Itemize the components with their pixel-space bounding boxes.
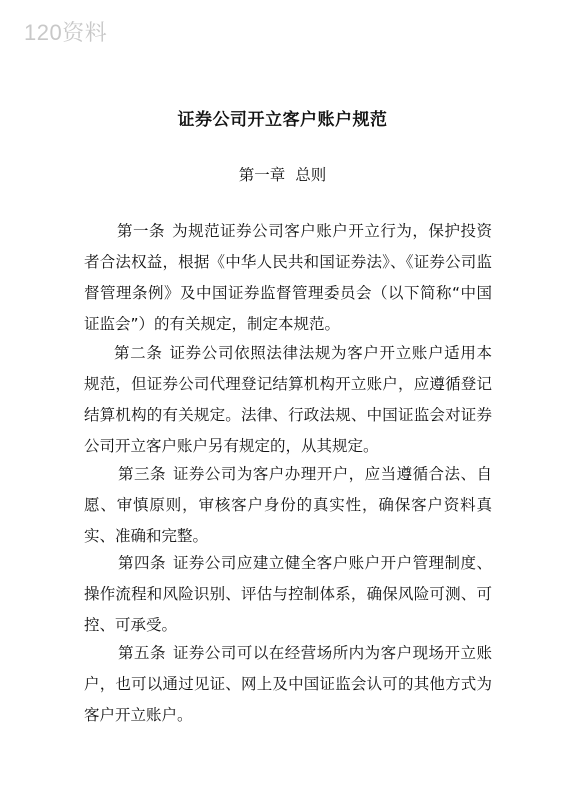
watermark-text: 120资料: [24, 20, 108, 45]
article-label: 第二条: [114, 344, 163, 362]
article-label: 第五条: [118, 644, 166, 662]
article-text: 证券公司为客户办理开户，应当遵循合法、自愿、审慎原则，审核客户身份的真实性，确保客户资料真实、准确和完整。: [84, 465, 492, 545]
article-2: [84, 338, 492, 462]
article-text: 证券公司依照法律法规为客户开立账户适用本规范，但证券公司代理登记结算机构开立账户，应遵循登记结算机构的有关规定。法律、行政法规、中国证监会对证券公司开立客户账户另有规定的，从其规定。: [84, 344, 492, 455]
article-3: [84, 459, 492, 552]
chapter-number: 第一章: [238, 166, 286, 184]
article-text: 证券公司应建立健全客户账户开户管理制度、操作流程和风险识别、评估与控制体系，确保风险可测、可控、可承受。: [84, 554, 492, 634]
article-label: 第一条: [117, 222, 166, 240]
chapter-name: 总则: [295, 166, 327, 184]
article-text: 为规范证券公司客户账户开立行为，保护投资者合法权益，根据《中华人民共和国证券法》、《证券公司监督管理条例》及中国证券监督管理委员会（以下简称“中国证监会”）的有关规定，制定本规范。: [84, 222, 492, 333]
article-text: 证券公司可以在经营场所内为客户现场开立账户，也可以通过见证、网上及中国证监会认可的其他方式为客户开立账户。: [84, 644, 492, 724]
article-label: 第三条: [118, 465, 166, 483]
document-title: 证券公司开立客户账户规范: [177, 110, 388, 130]
article-1: [84, 216, 492, 340]
article-5: [84, 638, 492, 731]
article-4: [84, 548, 492, 641]
article-label: 第四条: [118, 554, 166, 572]
chapter-heading: [0, 163, 565, 185]
